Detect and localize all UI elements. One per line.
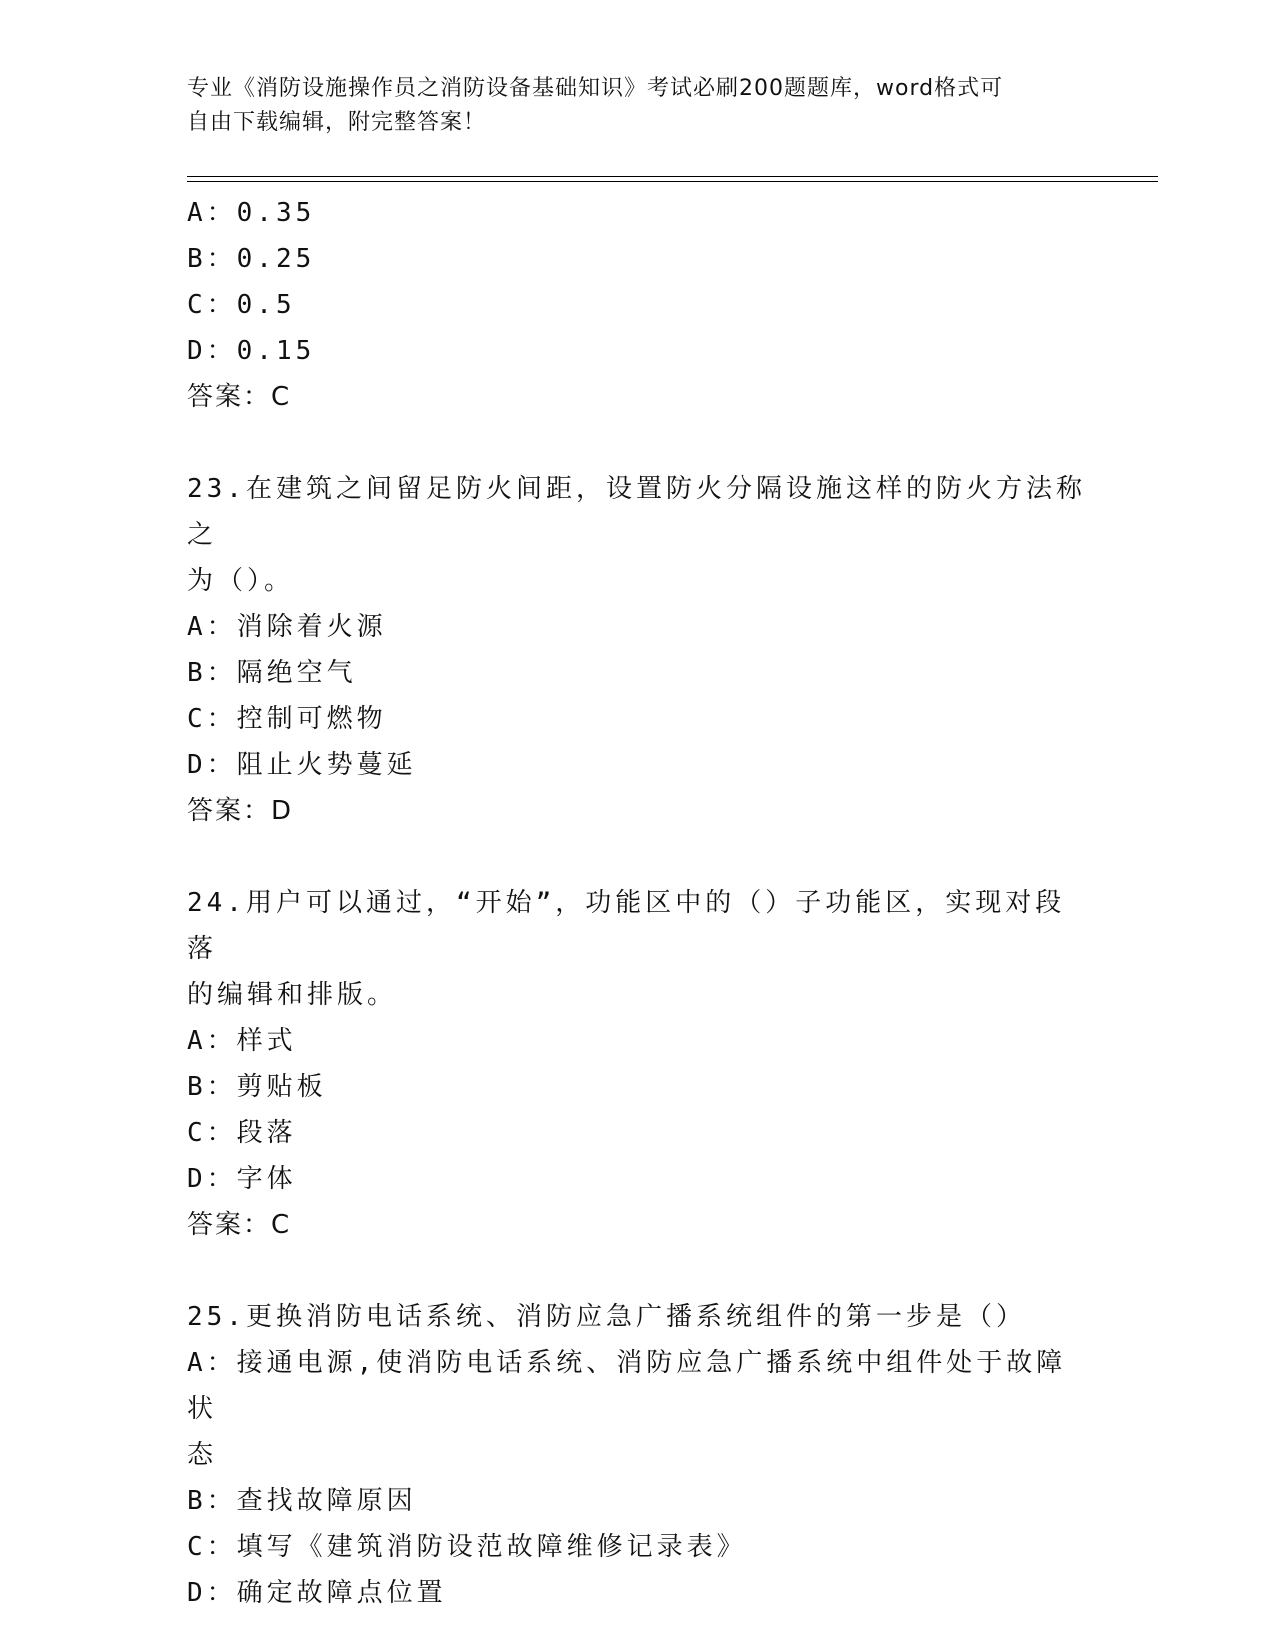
option-c: C：段落 — [187, 1118, 297, 1148]
question-stem-continued: 的编辑和排版。 — [187, 980, 398, 1010]
option-a-continued: 态 — [187, 1440, 218, 1470]
option-b: B：隔绝空气 — [187, 658, 357, 688]
question-24 — [187, 880, 1087, 1248]
option-c: C：控制可燃物 — [187, 704, 387, 734]
option-a: A：消除着火源 — [187, 612, 387, 642]
question-stem: 25.更换消防电话系统、消防应急广播系统组件的第一步是（） — [187, 1302, 1026, 1332]
header-line-2: 自由下载编辑，附完整答案！ — [187, 110, 487, 135]
option-b: B：0.25 — [187, 244, 316, 274]
question-stem: 24.用户可以通过，“开始”，功能区中的（）子功能区，实现对段落 — [187, 888, 1066, 964]
answer-line: 答案：C — [187, 382, 292, 412]
answer-line: 答案：D — [187, 796, 294, 826]
option-a: A：0.35 — [187, 198, 316, 228]
option-d: D：0.15 — [187, 336, 316, 366]
answer-line: 答案：C — [187, 1210, 292, 1240]
option-b: B：查找故障原因 — [187, 1486, 417, 1516]
question-25 — [187, 1294, 1087, 1616]
spacer — [187, 1248, 1087, 1294]
option-c: C：0.5 — [187, 290, 296, 320]
option-a: A：样式 — [187, 1026, 297, 1056]
option-a: A：接通电源,使消防电话系统、消防应急广播系统中组件处于故障状 — [187, 1348, 1067, 1424]
spacer — [187, 420, 1087, 466]
spacer — [187, 834, 1087, 880]
option-d: D：字体 — [187, 1164, 297, 1194]
question-22-options — [187, 190, 1087, 420]
option-b: B：剪贴板 — [187, 1072, 327, 1102]
option-d: D：确定故障点位置 — [187, 1578, 447, 1608]
question-stem-continued: 为（）。 — [187, 566, 295, 596]
question-stem: 23.在建筑之间留足防火间距，设置防火分隔设施这样的防火方法称之 — [187, 474, 1086, 550]
header-divider-bottom — [187, 181, 1158, 182]
header-line-1: 专业《消防设施操作员之消防设备基础知识》考试必刷200题题库，word格式可 — [187, 76, 1004, 101]
document-header — [187, 72, 1087, 140]
question-23 — [187, 466, 1087, 834]
option-d: D：阻止火势蔓延 — [187, 750, 417, 780]
question-list — [187, 190, 1087, 1616]
header-divider-top — [187, 176, 1158, 177]
option-c: C：填写《建筑消防设范故障维修记录表》 — [187, 1532, 747, 1562]
